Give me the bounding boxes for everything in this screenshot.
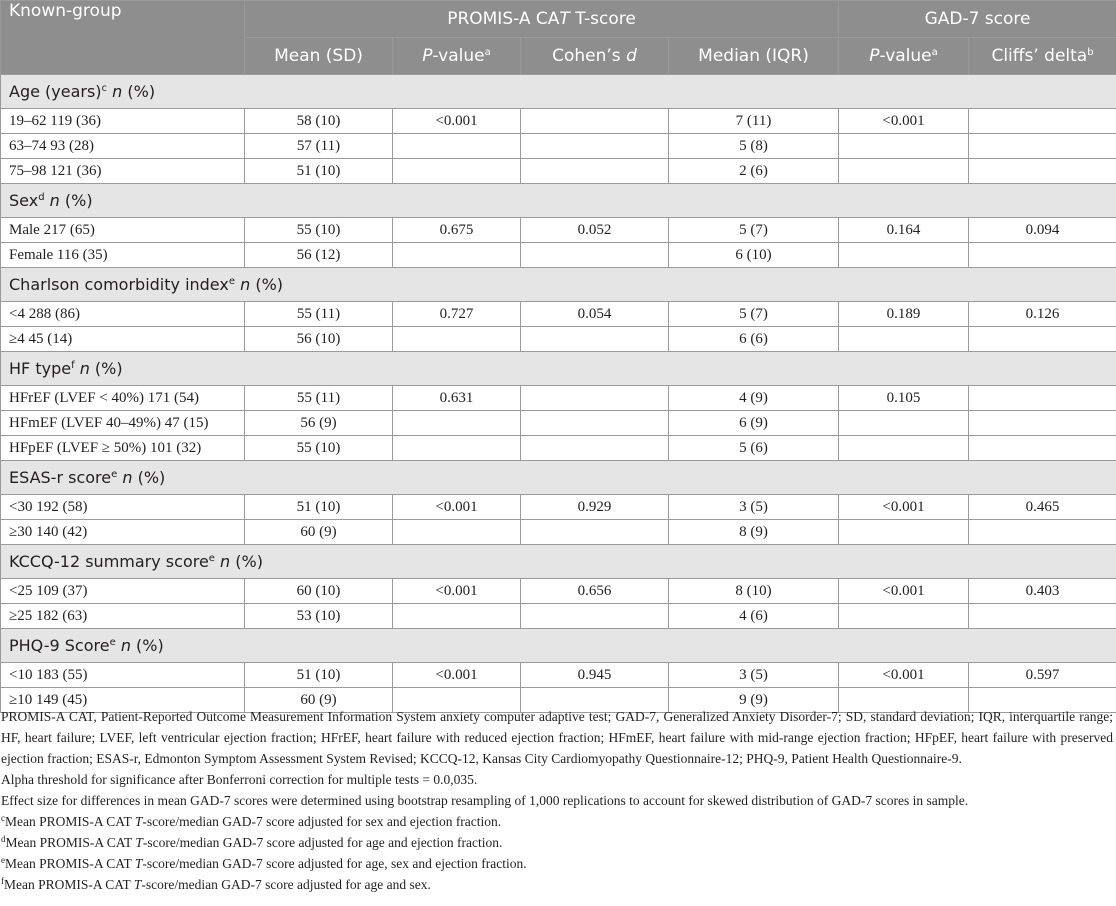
cliffs-delta-cell: 0.094 [969, 218, 1116, 243]
mean-sd-header: Mean (SD) [245, 38, 393, 75]
p-value-gad-cell [839, 436, 969, 461]
cliffs-delta-header: Cliffs’ delta$^b$ [969, 38, 1116, 75]
table-row [1, 579, 1116, 604]
italic-term: P [869, 46, 880, 66]
median-iqr-cell: 9 (9) [669, 688, 839, 713]
footnote-mark: c [1, 813, 5, 823]
median-iqr-cell: 3 (5) [669, 495, 839, 520]
row-label: 19–62 119 (36) [1, 109, 245, 134]
row-label: 75–98 121 (36) [1, 159, 245, 184]
p-value-header-gad: P-value$^a$ [839, 38, 969, 75]
p-value-gad-cell: <0.001 [839, 579, 969, 604]
p-value-gad-cell [839, 411, 969, 436]
footnote: $^e$Mean PROMIS-A CAT T-score/median GAD-7 score adjusted for age, sex and ejection fraction. [1, 855, 527, 871]
median-iqr-header: Median (IQR) [669, 38, 839, 75]
italic-term: n [220, 552, 231, 571]
median-iqr-cell: 5 (7) [669, 302, 839, 327]
median-iqr-cell: 5 (7) [669, 218, 839, 243]
footnote: $^d$Mean PROMIS-A CAT T-score/median GAD-7 score adjusted for age and ejection fraction. [1, 834, 503, 850]
cliffs-delta-cell: 0.465 [969, 495, 1116, 520]
footnote-mark: e [1, 855, 5, 865]
group-label: PHQ-9 Score$^e$ n (%) [1, 629, 1116, 663]
mean-sd-cell: 56 (9) [245, 411, 393, 436]
group-label: Age (years)$^c$ n (%) [1, 75, 1116, 109]
footnote-mark: a [484, 47, 491, 58]
italic-term: n [79, 359, 90, 378]
cliffs-delta-cell: 0.126 [969, 302, 1116, 327]
table-row [1, 520, 1116, 545]
cohens-d-cell [521, 159, 669, 184]
row-label: <30 192 (58) [1, 495, 245, 520]
table-header [1, 1, 1116, 75]
table-row [1, 134, 1116, 159]
group-row [1, 184, 1116, 218]
cohens-d-cell: 0.052 [521, 218, 669, 243]
row-label: ≥30 140 (42) [1, 520, 245, 545]
italic-term: T [134, 814, 143, 829]
p-value-promis-cell: 0.675 [393, 218, 521, 243]
table-row [1, 411, 1116, 436]
group-row [1, 461, 1116, 495]
row-label: HFrEF (LVEF < 40%) 171 (54) [1, 386, 245, 411]
gad-header: GAD-7 score [839, 1, 1116, 38]
median-iqr-cell: 2 (6) [669, 159, 839, 184]
p-value-gad-cell: 0.105 [839, 386, 969, 411]
abbreviations-note: PROMIS-A CAT, Patient-Reported Outcome Measurement Information System anxiety computer adaptive test; GAD-7, Generalized Anxiety Disorder-7; SD, standard deviation; IQR, interquartile range; HF, heart failure; LVEF, left ventricular ejection fraction; HFrEF, heart failure with reduced ejection fraction; HFmEF, heart failure with mid-range ejection fraction; HFpEF, heart failure with preserved ejection fraction; ESAS-r, Edmonton Symptom Assessment System Revised; KCCQ-12, Kansas City Cardiomyopathy Questionnaire-12; PHQ-9, Patient Health Questionnaire-9. [1, 709, 1113, 766]
p-value-promis-cell: 0.631 [393, 386, 521, 411]
table-row [1, 495, 1116, 520]
p-value-promis-cell [393, 411, 521, 436]
row-label: <25 109 (37) [1, 579, 245, 604]
p-value-promis-cell [393, 134, 521, 159]
cohens-d-cell [521, 411, 669, 436]
italic-term: T [133, 877, 142, 892]
cohens-d-cell [521, 243, 669, 268]
table-row [1, 604, 1116, 629]
footnote: Alpha threshold for significance after Bonferroni correction for multiple tests = 0.0,035. [1, 772, 478, 787]
table-row [1, 386, 1116, 411]
footnote-mark: d [38, 192, 45, 203]
p-value-gad-cell [839, 134, 969, 159]
median-iqr-cell: 7 (11) [669, 109, 839, 134]
cohens-d-cell: 0.054 [521, 302, 669, 327]
footnote-mark: e [228, 276, 235, 287]
mean-sd-cell: 60 (9) [245, 688, 393, 713]
cohens-d-cell [521, 604, 669, 629]
cliffs-delta-cell [969, 604, 1116, 629]
table-row [1, 159, 1116, 184]
p-value-gad-cell: 0.164 [839, 218, 969, 243]
cohens-d-cell: 0.929 [521, 495, 669, 520]
cohens-d-cell [521, 386, 669, 411]
p-value-promis-cell [393, 520, 521, 545]
p-value-gad-cell [839, 327, 969, 352]
group-row [1, 268, 1116, 302]
cliffs-delta-cell [969, 327, 1116, 352]
median-iqr-cell: 8 (10) [669, 579, 839, 604]
group-row [1, 545, 1116, 579]
mean-sd-cell: 56 (12) [245, 243, 393, 268]
italic-term: n [112, 82, 123, 101]
row-label: Female 116 (35) [1, 243, 245, 268]
cohens-d-cell [521, 327, 669, 352]
table-notes [1, 706, 1113, 895]
row-label: ≥25 182 (63) [1, 604, 245, 629]
promis-header: PROMIS-A CAT T-score [245, 1, 839, 38]
footnote-mark: e [208, 553, 215, 564]
cliffs-delta-cell [969, 134, 1116, 159]
p-value-promis-cell: <0.001 [393, 495, 521, 520]
cohens-d-header: Cohen’s d [521, 38, 669, 75]
p-value-promis-cell: 0.727 [393, 302, 521, 327]
p-value-header-promis: P-value$^a$ [393, 38, 521, 75]
italic-term: T [134, 856, 143, 871]
known-group-header: Known-group [1, 1, 245, 75]
median-iqr-cell: 6 (6) [669, 327, 839, 352]
table-row [1, 218, 1116, 243]
group-label: KCCQ-12 summary score$^e$ n (%) [1, 545, 1116, 579]
footnote-mark: b [1087, 47, 1094, 58]
p-value-gad-cell: <0.001 [839, 495, 969, 520]
cliffs-delta-cell [969, 520, 1116, 545]
group-label: Charlson comorbidity index$^e$ n (%) [1, 268, 1116, 302]
cliffs-delta-cell [969, 436, 1116, 461]
footnote-mark: f [1, 876, 4, 886]
footnote: Effect size for differences in mean GAD-7 scores were determined using bootstrap resampling of 1,000 replications to account for skewed distribution of GAD-7 scores in sample. [1, 793, 969, 808]
table-row [1, 109, 1116, 134]
row-label: HFmEF (LVEF 40–49%) 47 (15) [1, 411, 245, 436]
mean-sd-cell: 55 (10) [245, 436, 393, 461]
p-value-gad-cell [839, 604, 969, 629]
footnote-mark: a [931, 47, 938, 58]
p-value-gad-cell [839, 520, 969, 545]
group-label: ESAS-r score$^e$ n (%) [1, 461, 1116, 495]
mean-sd-cell: 53 (10) [245, 604, 393, 629]
table-row [1, 327, 1116, 352]
cliffs-delta-cell [969, 411, 1116, 436]
median-iqr-cell: 3 (5) [669, 663, 839, 688]
cohens-d-cell [521, 134, 669, 159]
footnote: $^c$Mean PROMIS-A CAT T-score/median GAD-7 score adjusted for sex and ejection fraction. [1, 813, 502, 829]
cohens-d-cell [521, 109, 669, 134]
row-label: ≥10 149 (45) [1, 688, 245, 713]
p-value-promis-cell [393, 159, 521, 184]
p-value-promis-cell [393, 327, 521, 352]
footnote-mark: f [71, 360, 75, 371]
median-iqr-cell: 5 (8) [669, 134, 839, 159]
italic-term: n [240, 275, 251, 294]
row-label: ≥4 45 (14) [1, 327, 245, 352]
footnote-mark: d [1, 834, 6, 844]
median-iqr-cell: 4 (9) [669, 386, 839, 411]
mean-sd-cell: 60 (10) [245, 579, 393, 604]
p-value-gad-cell: <0.001 [839, 109, 969, 134]
cohens-d-cell: 0.945 [521, 663, 669, 688]
row-label: <10 183 (55) [1, 663, 245, 688]
mean-sd-cell: 57 (11) [245, 134, 393, 159]
table-row [1, 243, 1116, 268]
footnote-mark: e [111, 469, 118, 480]
group-row [1, 75, 1116, 109]
median-iqr-cell: 8 (9) [669, 520, 839, 545]
italic-term: P [422, 46, 433, 66]
cohens-d-cell: 0.656 [521, 579, 669, 604]
cohens-d-cell [521, 520, 669, 545]
italic-term: T [135, 835, 143, 850]
p-value-promis-cell: <0.001 [393, 663, 521, 688]
footnotes-list [1, 769, 1113, 895]
mean-sd-cell: 51 (10) [245, 495, 393, 520]
mean-sd-cell: 55 (11) [245, 302, 393, 327]
mean-sd-cell: 55 (10) [245, 218, 393, 243]
p-value-promis-cell [393, 243, 521, 268]
median-iqr-cell: 4 (6) [669, 604, 839, 629]
cliffs-delta-cell: 0.403 [969, 579, 1116, 604]
footnote: $^f$Mean PROMIS-A CAT T-score/median GAD-7 score adjusted for age and sex. [1, 876, 431, 892]
group-label: Sex$^d$ n (%) [1, 184, 1116, 218]
median-iqr-cell: 6 (9) [669, 411, 839, 436]
group-row [1, 629, 1116, 663]
p-value-gad-cell [839, 243, 969, 268]
mean-sd-cell: 60 (9) [245, 520, 393, 545]
italic-term: n [122, 468, 133, 487]
cliffs-delta-cell [969, 243, 1116, 268]
italic-term: d [626, 46, 637, 66]
italic-term: T [559, 9, 570, 29]
median-iqr-cell: 6 (10) [669, 243, 839, 268]
row-label: HFpEF (LVEF ≥ 50%) 101 (32) [1, 436, 245, 461]
row-label: Male 217 (65) [1, 218, 245, 243]
mean-sd-cell: 55 (11) [245, 386, 393, 411]
p-value-gad-cell: <0.001 [839, 663, 969, 688]
cliffs-delta-cell [969, 386, 1116, 411]
table-row [1, 302, 1116, 327]
footnote-mark: e [109, 637, 116, 648]
italic-term: n [49, 191, 60, 210]
mean-sd-cell: 56 (10) [245, 327, 393, 352]
cliffs-delta-cell: 0.597 [969, 663, 1116, 688]
row-label: 63–74 93 (28) [1, 134, 245, 159]
p-value-promis-cell [393, 436, 521, 461]
table-row [1, 663, 1116, 688]
group-row [1, 352, 1116, 386]
p-value-gad-cell [839, 159, 969, 184]
p-value-gad-cell: 0.189 [839, 302, 969, 327]
footnote-mark: c [101, 83, 108, 94]
group-label: HF type$^f$ n (%) [1, 352, 1116, 386]
row-label: <4 288 (86) [1, 302, 245, 327]
table-body [1, 75, 1116, 713]
cohens-d-cell [521, 436, 669, 461]
mean-sd-cell: 51 (10) [245, 159, 393, 184]
cliffs-delta-cell [969, 159, 1116, 184]
p-value-promis-cell: <0.001 [393, 579, 521, 604]
p-value-promis-cell: <0.001 [393, 109, 521, 134]
mean-sd-cell: 51 (10) [245, 663, 393, 688]
cliffs-delta-cell [969, 109, 1116, 134]
table-row [1, 436, 1116, 461]
median-iqr-cell: 5 (6) [669, 436, 839, 461]
mean-sd-cell: 58 (10) [245, 109, 393, 134]
italic-term: n [120, 636, 131, 655]
p-value-promis-cell [393, 604, 521, 629]
